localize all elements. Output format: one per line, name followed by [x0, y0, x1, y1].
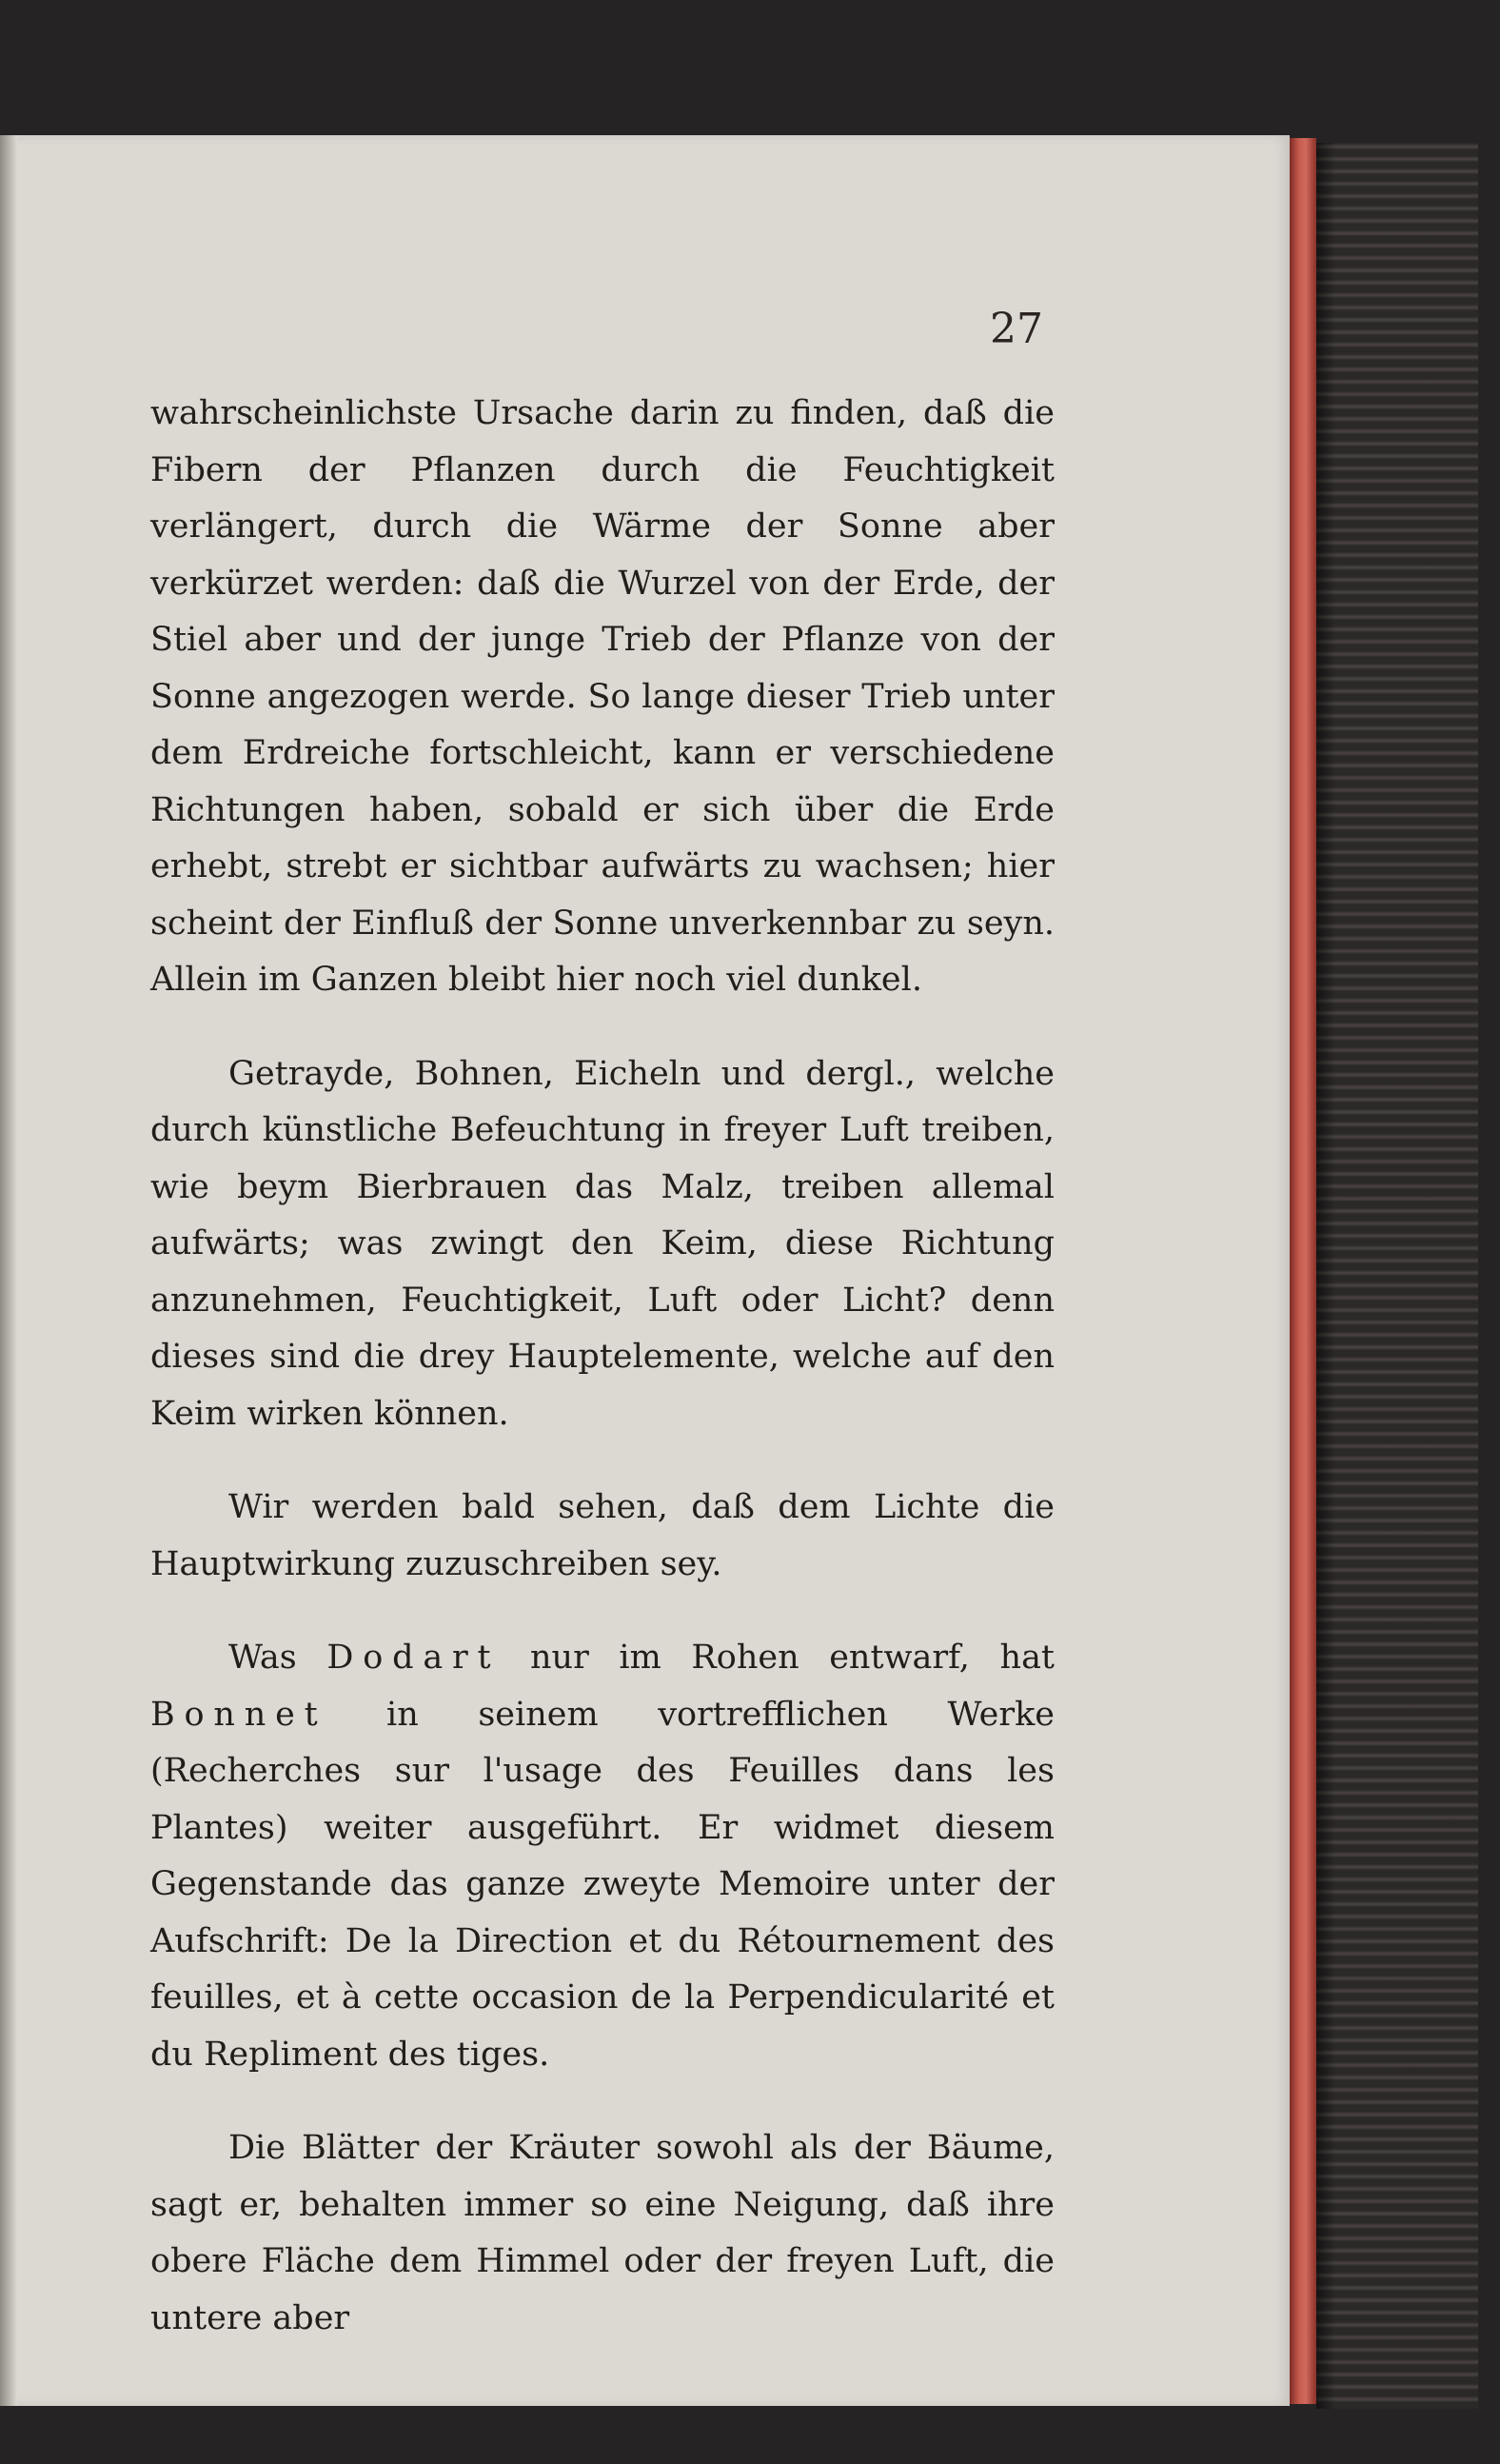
author-name-bonnet: Bonnet — [150, 1695, 327, 1734]
paragraph-5-text: Die Blätter der Kräuter sowohl als der Bäume, sagt er, behalten immer so eine Neigung, daß ihre obere Fläche dem Himmel oder der freyen Luft, die untere aber — [150, 2129, 1055, 2337]
paragraph-1 — [150, 386, 1055, 1009]
paragraph-4-text-b: nur im Rohen entwarf, hat — [500, 1639, 1055, 1677]
paragraph-3-text: Wir werden bald sehen, daß dem Lichte die Hauptwirkung zuzuschreiben sey. — [150, 1488, 1055, 1583]
text-block — [150, 386, 1055, 2347]
paragraph-5 — [150, 2120, 1055, 2347]
paragraph-4-text-c: in seinem vortrefflichen Werke (Recherches sur l'usage des Feuilles dans les Plantes) weiter ausgeführt. Er widmet diesem Gegenstande das ganze zweyte Memoire unter der Aufschrift: De la Direction et du Rétournement des feuilles, et à cette occasion de la Perpendicularité et du Repliment des tiges. — [150, 1695, 1055, 2074]
page-number: 27 — [990, 305, 1043, 353]
paragraph-2 — [150, 1046, 1055, 1443]
page-edge-red — [1290, 138, 1316, 2404]
author-name-dodart: Dodart — [326, 1639, 501, 1677]
paragraph-4-text-a: Was — [228, 1639, 327, 1677]
paragraph-3 — [150, 1480, 1055, 1593]
paragraph-4 — [150, 1630, 1055, 2083]
book-cover — [1316, 143, 1478, 2409]
paragraph-1-text: wahrscheinlichste Ursache darin zu finden, daß die Fibern der Pflanzen durch die Feuchtigkeit verlängert, durch die Wärme der Sonne aber verkürzet werden: daß die Wurzel von der Erde, der Stiel aber und der junge Trieb der Pflanze von der Sonne angezogen werde. So lange dieser Trieb unter dem Erdreiche fortschleicht, kann er verschiedene Richtungen haben, sobald er sich über die Erde erhebt, strebt er sichtbar aufwärts zu wachsen; hier scheint der Einfluß der Sonne unverkennbar zu seyn. Allein im Ganzen bleibt hier noch viel dunkel. — [150, 394, 1055, 999]
cover-shadow — [1316, 143, 1335, 2409]
page-gutter — [0, 135, 17, 2406]
paragraph-2-text: Getrayde, Bohnen, Eicheln und dergl., welche durch künstliche Befeuchtung in freyer Luft treiben, wie beym Bierbrauen das Malz, treiben allemal aufwärts; was zwingt den Keim, diese Richtung anzunehmen, Feuchtigkeit, Luft oder Licht? denn dieses sind die drey Hauptelemente, welche auf den Keim wirken können. — [150, 1054, 1055, 1433]
